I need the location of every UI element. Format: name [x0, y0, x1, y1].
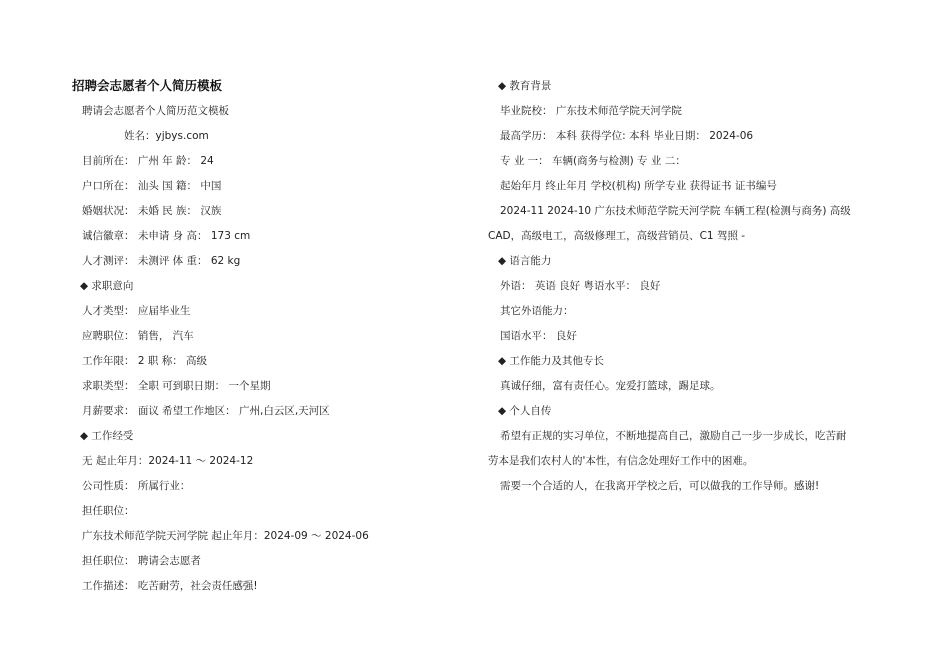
marital-ethnicity-line: 婚姻状况： 未婚 民 族： 汉族: [82, 205, 222, 217]
salary-region-line: 月薪要求： 面议 希望工作地区： 广州,白云区,天河区: [82, 405, 330, 417]
badge-height-line: 诚信徽章： 未申请 身 高： 173 cm: [82, 230, 251, 242]
education-table-header: 起始年月 终止年月 学校(机构) 所学专业 获得证书 证书编号: [500, 180, 777, 192]
self-description-line-1: 希望有正规的实习单位，不断地提高自己，激励自己一步一步成长，吃苦耐: [500, 430, 847, 442]
section-heading-language: ◆ 语言能力: [498, 255, 552, 267]
foreign-language-line: 外语： 英语 良好 粤语水平： 良好: [500, 280, 661, 292]
experience-entry-2: 广东技术师范学院天河学院 起止年月：2024-09 ～ 2024-06: [82, 530, 369, 542]
job-type-line: 求职类型： 全职 可到职日期： 一个星期: [82, 380, 271, 392]
talent-type-line: 人才类型： 应届毕业生: [82, 305, 191, 317]
skills-line: 真诚仔细，富有责任心。宠爱打篮球，踢足球。: [500, 380, 721, 392]
assessment-weight-line: 人才测评： 未测评 体 重： 62 kg: [82, 255, 241, 267]
major-line: 专 业 一： 车辆(商务与检测) 专 业 二：: [500, 155, 686, 167]
section-heading-self-description: ◆ 个人自传: [498, 405, 552, 417]
name-line: 姓名：yjbys.com: [124, 130, 209, 142]
experience-entry-1: 无 起止年月：2024-11 ～ 2024-12: [82, 455, 254, 467]
work-years-line: 工作年限： 2 职 称： 高级: [82, 355, 208, 367]
section-heading-work-experience: ◆ 工作经受: [80, 430, 134, 442]
hukou-nationality-line: 户口所在： 汕头 国 籍： 中国: [82, 180, 222, 192]
location-age-line: 目前所在： 广州 年 龄： 24: [82, 155, 214, 167]
section-heading-job-intent: ◆ 求职意向: [80, 280, 134, 292]
company-type-line: 公司性质： 所属行业：: [82, 480, 191, 492]
graduate-school-line: 毕业院校： 广东技术师范学院天河学院: [500, 105, 682, 117]
mandarin-level-line: 国语水平： 良好: [500, 330, 577, 342]
resume-title: 招聘会志愿者个人简历模板: [72, 78, 223, 93]
self-description-line-2: 劳本是我们农村人的'本性，有信念处理好工作中的困难。: [488, 455, 754, 467]
applied-position-line: 应聘职位： 销售， 汽车: [82, 330, 194, 342]
section-heading-skills: ◆ 工作能力及其他专长: [498, 355, 604, 367]
certificates-line: CAD，高级电工，高级修理工，高级营销员、C1 驾照 -: [488, 230, 746, 242]
degree-line: 最高学历： 本科 获得学位: 本科 毕业日期： 2024-06: [500, 130, 754, 142]
section-heading-education: ◆ 教育背景: [498, 80, 552, 92]
job-description-line: 工作描述： 吃苦耐劳，社会责任感强!: [82, 580, 258, 592]
education-table-row: 2024-11 2024-10 广东技术师范学院天河学院 车辆工程(检测与商务) 高级: [500, 205, 851, 217]
template-subtitle: 聘请会志愿者个人简历范文模板: [82, 105, 229, 117]
position-line-2: 担任职位： 聘请会志愿者: [82, 555, 201, 567]
position-line-1: 担任职位：: [82, 505, 135, 517]
self-description-line-3: 需要一个合适的人，在我离开学校之后，可以做我的工作导师。感谢!: [500, 480, 820, 492]
other-language-line: 其它外语能力：: [500, 305, 574, 317]
